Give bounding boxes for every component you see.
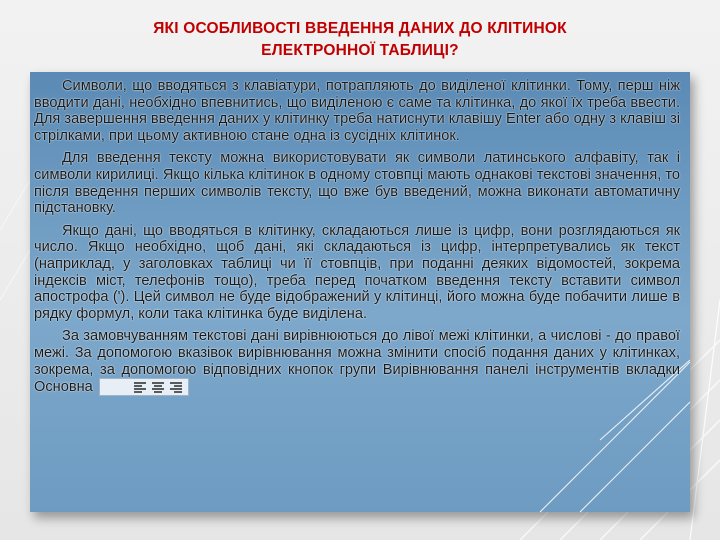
paragraph-2: Для введення тексту можна використовувати як символи латинського алфавіту, так і символи кирилиці. Якщо кілька клітинок в одному стовпці мають однакові текстові значення, то після введення перших символів тексту, що вже був введений, можна виконати автоматичну підстановку. [34, 150, 680, 217]
paragraph-4 [34, 328, 680, 396]
title-line-1: ЯКІ ОСОБЛИВОСТІ ВВЕДЕННЯ ДАНИХ ДО КЛІТИНОК [153, 20, 567, 37]
title-line-2: ЕЛЕКТРОННОЇ ТАБЛИЦІ? [261, 42, 459, 59]
paragraph-4-text: За замовчуванням текстові дані вирівнюються до лівої межі клітинки, а числові - до правої межі. За допомогою вказівок вирівнювання можна змінити спосіб подання даних у клітинках, зокрема, за допомогою відповідних кнопок групи Вирівнювання панелі інструментів вкладки Основна [34, 328, 680, 395]
alignment-buttons [99, 378, 189, 396]
body-text [34, 78, 680, 402]
align-right-icon [169, 381, 183, 393]
align-center-icon [151, 381, 165, 393]
paragraph-3: Якщо дані, що вводяться в клітинку, складаються лише із цифр, вони розглядаються як число. Якщо необхідно, щоб дані, які складаються із цифр, інтерпретувались як текст (наприклад, у заголовках таблиці чи її стовпців, при поданні деяких відомостей, зокрема індексів міст, телефонів тощо), треба перед початком введення тексту вставити символ апострофа ('). Цей символ не буде відображений у клітинці, його можна буде побачити лише в рядку формул, коли така клітинка буде виділена. [34, 222, 680, 322]
paragraph-1: Символи, що вводяться з клавіатури, потрапляють до виділеної клітинки. Тому, перш ніж вводити дані, необхідно впевнитись, що виділеною є саме та клітинка, до якої їх треба ввести. Для завершення введення даних у клітинку треба натиснути клавішу Enter або одну з клавіш зі стрілками, при цьому активною стане одна із сусідніх клітинок. [34, 78, 680, 144]
align-left-icon [133, 381, 147, 393]
slide-title [60, 18, 660, 62]
